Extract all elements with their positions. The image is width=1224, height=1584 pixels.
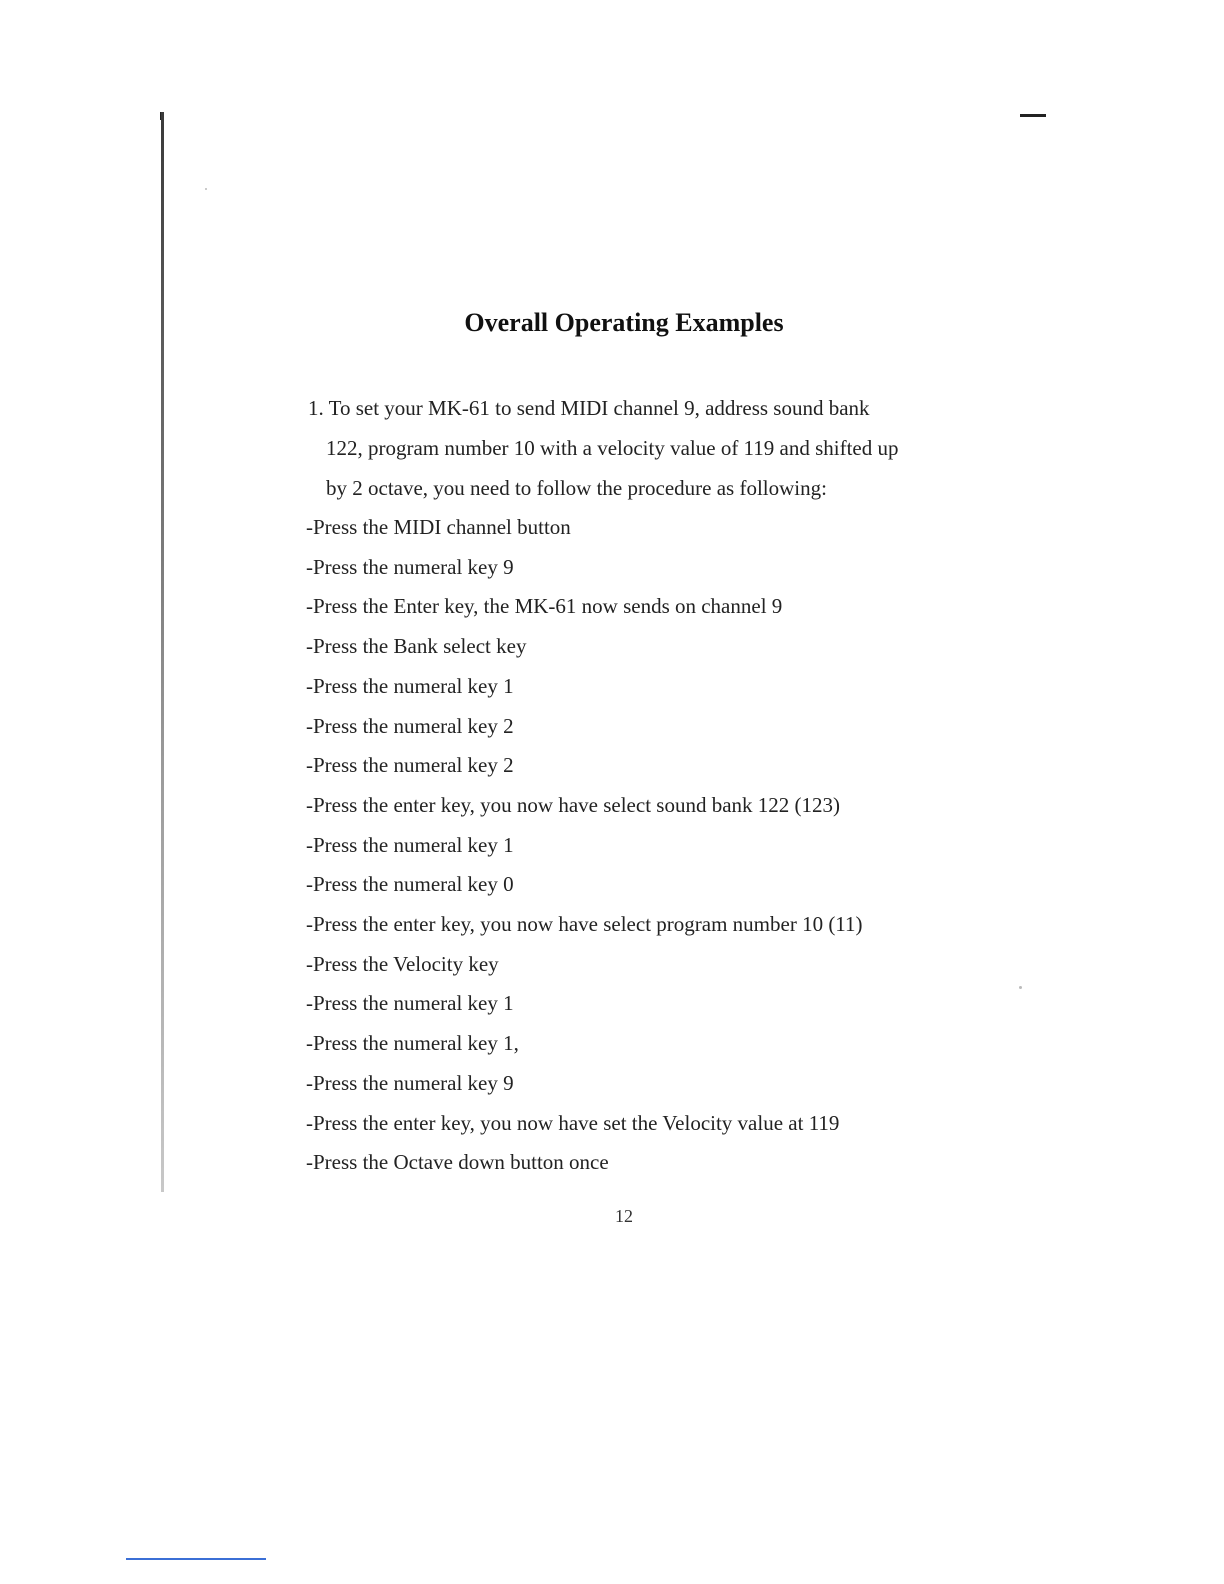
step-item: -Press the enter key, you now have set the Velocity value at 119 — [306, 1110, 840, 1135]
scan-speck — [1019, 986, 1022, 989]
page-number: 12 — [615, 1206, 633, 1226]
step-item: -Press the numeral key 2 — [306, 753, 514, 778]
step-item: -Press the numeral key 1 — [306, 673, 514, 698]
procedure-steps — [306, 508, 863, 1183]
step-item: -Press the Velocity key — [306, 951, 499, 976]
scan-speck — [205, 188, 207, 190]
step-item: -Press the numeral key 9 — [306, 554, 514, 579]
scan-bottom-line — [126, 1558, 266, 1560]
intro-paragraph — [308, 388, 968, 508]
intro-line: by 2 octave, you need to follow the procedure as following: — [326, 476, 827, 500]
step-item: -Press the Octave down button once — [306, 1150, 609, 1175]
step-item: -Press the enter key, you now have select sound bank 122 (123) — [306, 792, 841, 817]
intro-line: 122, program number 10 with a velocity value of 119 and shifted up — [326, 436, 899, 460]
step-item: -Press the numeral key 1, — [306, 1031, 519, 1056]
scan-corner-mark — [1020, 114, 1046, 117]
step-item: -Press the Bank select key — [306, 634, 527, 659]
scan-binding-line — [161, 112, 164, 1192]
step-item: -Press the numeral key 1 — [306, 991, 514, 1016]
step-item: -Press the numeral key 0 — [306, 872, 514, 897]
intro-line: 1. To set your MK-61 to send MIDI channel 9, address sound bank — [308, 396, 870, 420]
page-title: Overall Operating Examples — [464, 308, 784, 337]
step-item: -Press the MIDI channel button — [306, 515, 571, 539]
step-item: -Press the numeral key 9 — [306, 1070, 514, 1095]
step-item: -Press the numeral key 2 — [306, 713, 514, 738]
step-item: -Press the Enter key, the MK-61 now sends on channel 9 — [306, 594, 783, 619]
step-item: -Press the numeral key 1 — [306, 832, 514, 857]
step-item: -Press the enter key, you now have select program number 10 (11) — [306, 912, 863, 937]
